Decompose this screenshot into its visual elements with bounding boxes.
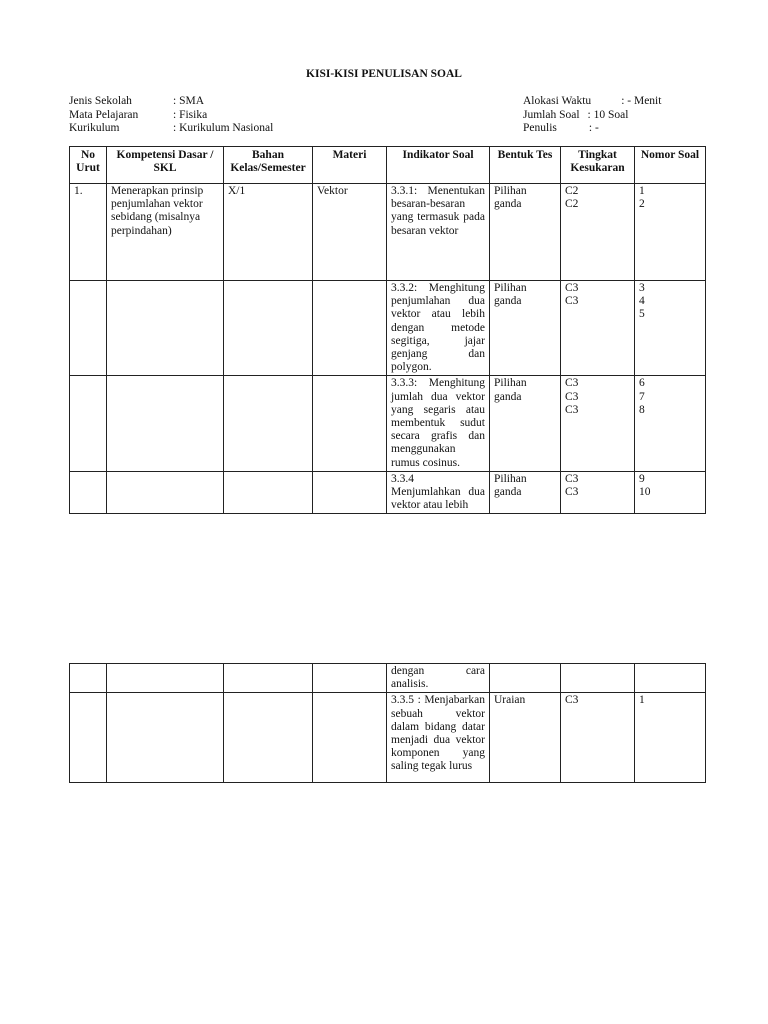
cell-bentuk: Pilihan ganda: [490, 184, 561, 281]
cell-bentuk: Uraian: [490, 693, 561, 783]
cell-indikator: 3.3.5 : Menjabarkan sebuah vektor dalam bidang datar menjadi dua vektor komponen yang saling tegak lurus: [387, 693, 490, 783]
meta-row: [69, 109, 273, 123]
meta-left: [69, 95, 273, 136]
cell-nomor: [635, 471, 706, 514]
cell-kompetensi: [107, 281, 224, 376]
cell-tingkat: [561, 664, 635, 693]
cell-bentuk: Pilihan ganda: [490, 376, 561, 471]
table-header-row: [70, 147, 706, 184]
nomor-value: 8: [639, 403, 645, 416]
tingkat-value: C3: [565, 282, 579, 294]
cell-bentuk: [490, 664, 561, 693]
header-indikator: Indikator Soal: [387, 147, 490, 184]
cell-indikator: 3.3.1: Menentukan besaran-besaran yang termasuk pada besaran vektor: [387, 184, 490, 281]
cell-kompetensi: Menerapkan prinsip penjumlahan vektor sebidang (misalnya perpindahan): [107, 184, 224, 281]
tingkat-value: C3: [565, 694, 579, 707]
cell-tingkat: [561, 184, 635, 281]
cell-tingkat: [561, 693, 635, 783]
meta-key: Kurikulum: [69, 122, 120, 134]
cell-bahan: [224, 376, 313, 471]
cell-materi: [313, 471, 387, 514]
tingkat-value: C3: [565, 390, 579, 403]
cell-nomor: [635, 281, 706, 376]
cell-bahan: X/1: [224, 184, 313, 281]
meta-key: Penulis: [523, 122, 557, 134]
nomor-value: 1: [639, 694, 645, 707]
cell-kompetensi: [107, 693, 224, 783]
tingkat-value: C3: [565, 377, 579, 390]
meta-value: : Kurikulum Nasional: [173, 122, 274, 134]
table-row: [70, 471, 706, 514]
meta-right: [523, 95, 661, 136]
meta-row: [523, 95, 661, 109]
meta-key: Jenis Sekolah: [69, 95, 132, 107]
nomor-value: 10: [639, 486, 651, 499]
meta-key: Jumlah Soal: [523, 108, 580, 121]
header-no-urut: No Urut: [70, 147, 107, 184]
meta-key: Alokasi Waktu: [523, 95, 592, 107]
cell-kompetensi: [107, 471, 224, 514]
cell-nomor: [635, 693, 706, 783]
cell-materi: Vektor: [313, 184, 387, 281]
cell-no: [70, 471, 107, 514]
tingkat-value: C3: [565, 486, 579, 499]
cell-no: [70, 376, 107, 471]
meta-row: [523, 109, 661, 123]
cell-indikator: 3.3.3: Menghitung jumlah dua vektor yang segaris atau membentuk sudut secara grafis dan menggunakan rumus cosinus.: [387, 376, 490, 471]
nomor-value: 7: [639, 390, 645, 403]
kisi-kisi-table: [69, 146, 706, 514]
header-bahan: Bahan Kelas/Semester: [224, 147, 313, 184]
cell-no: [70, 693, 107, 783]
cell-bentuk: Pilihan ganda: [490, 471, 561, 514]
cell-indikator: dengan cara analisis.: [387, 664, 490, 693]
kisi-kisi-table-continued: [69, 663, 706, 783]
header-materi: Materi: [313, 147, 387, 184]
header-nomor-soal: Nomor Soal: [635, 147, 706, 184]
cell-nomor: [635, 664, 706, 693]
meta-row: [69, 122, 273, 136]
nomor-value: 3: [639, 282, 645, 294]
cell-no: 1.: [70, 184, 107, 281]
cell-indikator: 3.3.2: Menghitung penjumlahan dua vektor atau lebih dengan metode segitiga, jajar genjang dan polygon.: [387, 281, 490, 376]
cell-tingkat: [561, 376, 635, 471]
cell-kompetensi: [107, 664, 224, 693]
cell-bentuk: Pilihan ganda: [490, 281, 561, 376]
cell-bahan: [224, 664, 313, 693]
meta-key: Mata Pelajaran: [69, 108, 139, 121]
nomor-value: 9: [639, 472, 645, 485]
cell-no: [70, 281, 107, 376]
cell-bahan: [224, 693, 313, 783]
meta-value: : 10 Soal: [587, 108, 629, 121]
cell-bahan: [224, 281, 313, 376]
cell-nomor: [635, 376, 706, 471]
meta-row: [523, 122, 661, 136]
header-bentuk-tes: Bentuk Tes: [490, 147, 561, 184]
table-row: [70, 281, 706, 376]
cell-bahan: [224, 471, 313, 514]
table-row: [70, 376, 706, 471]
nomor-value: 4: [639, 295, 645, 308]
cell-indikator: 3.3.4 Menjumlahkan dua vektor atau lebih: [387, 471, 490, 514]
cell-materi: [313, 376, 387, 471]
tingkat-value: C3: [565, 472, 579, 485]
table-row: [70, 693, 706, 783]
tingkat-value: C2: [565, 198, 579, 211]
header-tingkat: Tingkat Kesukaran: [561, 147, 635, 184]
cell-materi: [313, 693, 387, 783]
tingkat-value: C3: [565, 295, 579, 308]
cell-materi: [313, 664, 387, 693]
meta-value: : SMA: [173, 95, 204, 107]
nomor-value: 6: [639, 377, 645, 390]
nomor-value: 5: [639, 308, 645, 321]
cell-materi: [313, 281, 387, 376]
nomor-value: 1: [639, 185, 645, 197]
meta-row: [69, 95, 273, 109]
cell-nomor: [635, 184, 706, 281]
cell-tingkat: [561, 471, 635, 514]
meta-value: : -: [588, 122, 599, 134]
tingkat-value: C2: [565, 185, 579, 197]
meta-value: : - Menit: [621, 95, 662, 107]
table-row: [70, 664, 706, 693]
cell-no: [70, 664, 107, 693]
cell-kompetensi: [107, 376, 224, 471]
nomor-value: 2: [639, 198, 645, 211]
cell-tingkat: [561, 281, 635, 376]
header-kompetensi: Kompetensi Dasar / SKL: [107, 147, 224, 184]
page-title: KISI-KISI PENULISAN SOAL: [306, 68, 462, 80]
table-row: [70, 184, 706, 281]
meta-value: : Fisika: [173, 108, 208, 121]
tingkat-value: C3: [565, 403, 579, 416]
